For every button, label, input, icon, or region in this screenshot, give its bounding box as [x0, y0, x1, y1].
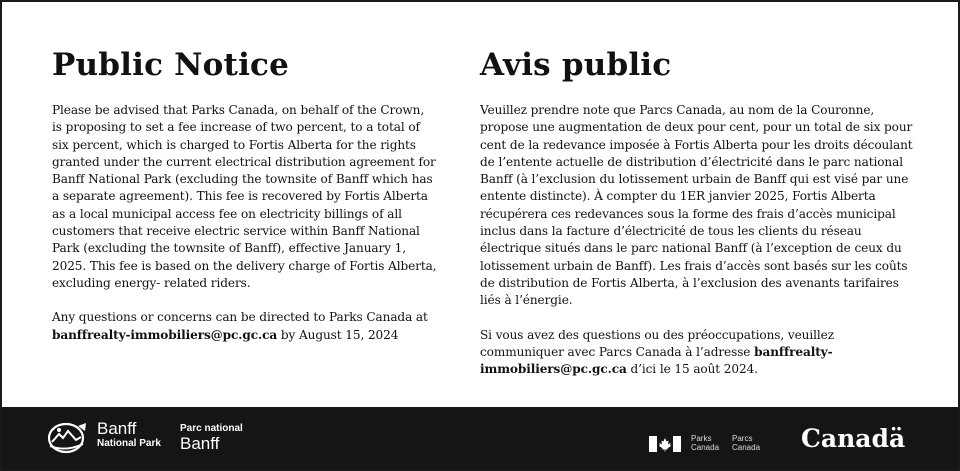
english-email: banffrealty-immobiliers@pc.gc.ca [52, 327, 278, 342]
canada-word-fr: Canada [732, 443, 761, 452]
parc-national-banff-label [180, 424, 243, 452]
banff-en-name: Banff [97, 419, 137, 438]
french-email: banffrealty-immobiliers@pc.gc.ca [480, 344, 833, 377]
banff-en-sub: National Park [97, 438, 161, 449]
canada-word-en: Canada [691, 443, 720, 452]
english-column [52, 46, 437, 344]
parcs-word: Parcs [732, 434, 753, 443]
french-contact-text: Si vous avez des questions ou des préoccupations, veuillez communiquer avec Parcs Canada à l’adresse [480, 327, 834, 359]
footer-bar [2, 407, 958, 469]
canada-flag-icon [649, 436, 681, 452]
parks-canada-wordmark [691, 434, 719, 452]
english-title: Public Notice [52, 47, 290, 83]
english-paragraph-1: Please be advised that Parks Canada, on behalf of the Crown, is proposing to set a fee increase of two percent, to a total of six percent, which is charged to Fortis Alberta for the rights granted under the current electrical distribution agreement for Banff National Park (excluding the townsite of Banff which has a separate agreement). This fee is recovered by Fortis Alberta as a local municipal access fee on electricity billings of all customers that receive electric service within Banff National Park (excluding the townsite of Banff), effective January 1, 2025. This fee is based on the delivery charge of Fortis Alberta, excluding energy- related riders. [52, 103, 437, 290]
banff-park-emblem-icon [46, 420, 88, 456]
french-paragraph-2 [480, 327, 920, 379]
english-paragraph-2 [52, 309, 437, 344]
parks-word: Parks [691, 434, 712, 443]
canada-wordmark: Canadä [801, 424, 906, 453]
english-contact-text: Any questions or concerns can be directed to Parks Canada at [52, 310, 428, 325]
french-column [480, 46, 920, 378]
parcs-canada-wordmark [732, 434, 760, 452]
french-deadline-text: d’ici le 15 août 2024. [626, 362, 758, 377]
french-paragraph-1: Veuillez prendre note que Parcs Canada, au nom de la Couronne, propose une augmentation de deux pour cent, pour un total de six pour cent de la redevance imposée à Fortis Alberta pour les droits découlant de l’entente actuelle de distribution d’électricité dans le parc national Banff (à l’exclusion du lotissement urbain de Banff qui est visé par une entente distincte). À compter du 1ER janvier 2025, Fortis Alberta récupérera ces redevances sous la forme des frais d’accès municipal inclus dans la facture d’électricité de tous les clients du réseau électrique situés dans le parc national Banff (à l’exception de ceux du lotissement urbain de Banff). Les frais d’accès sont basés sur les coûts de distribution de Fortis Alberta, à l’exclusion des avenants tarifaires liés à l’énergie. [480, 103, 913, 308]
english-deadline-text: by August 15, 2024 [277, 327, 399, 342]
banff-national-park-label [97, 420, 161, 449]
french-title: Avis public [480, 47, 672, 83]
banff-fr-sub: Parc national [180, 423, 243, 434]
banff-fr-name: Banff [180, 434, 220, 453]
